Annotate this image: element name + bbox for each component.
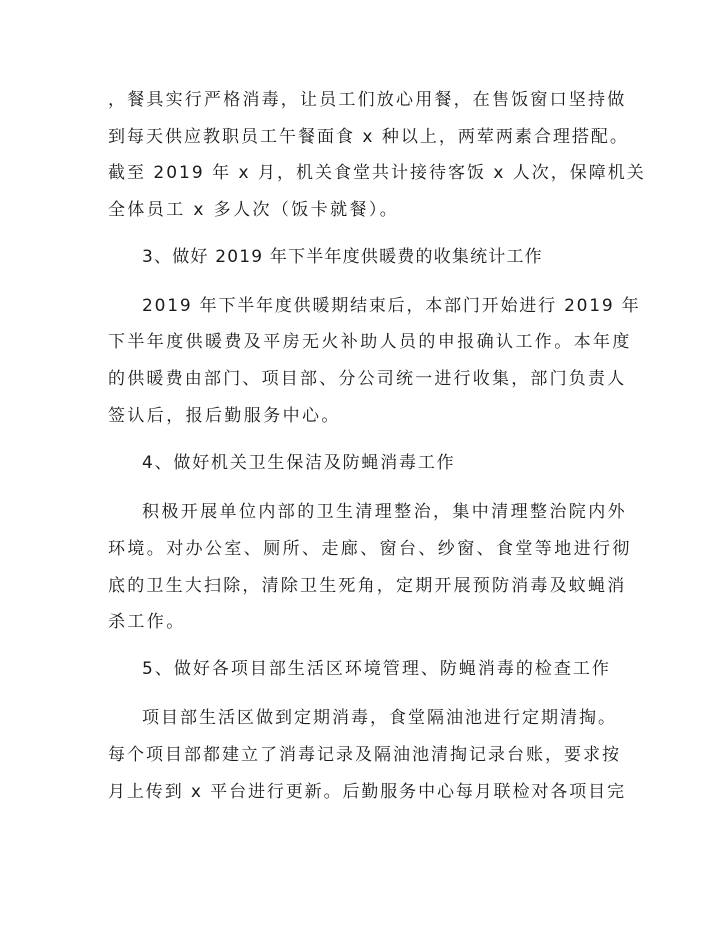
paragraph-line: 到每天供应教职员工午餐面食 x 种以上，两荤两素合理搭配。 bbox=[108, 127, 629, 147]
paragraph-line: 积极开展单位内部的卫生清理整治，集中清理整治院内外 bbox=[142, 502, 627, 522]
paragraph-line: 杀工作。 bbox=[108, 612, 186, 632]
section-heading-3: 3、做好 2019 年下半年度供暖费的收集统计工作 bbox=[142, 247, 543, 267]
paragraph-line: 的供暖费由部门、项目部、分公司统一进行收集，部门负责人 bbox=[108, 369, 627, 389]
paragraph-line: 环境。对办公室、厕所、走廊、窗台、纱窗、食堂等地进行彻 bbox=[108, 539, 632, 559]
paragraph-line: 月上传到 x 平台进行更新。后勤服务中心每月联检对各项目完 bbox=[108, 782, 626, 802]
paragraph-line: 截至 2019 年 x 月，机关食堂共计接待客饭 x 人次，保障机关 bbox=[108, 163, 646, 183]
paragraph-line: ，餐具实行严格消毒，让员工们放心用餐，在售饭窗口坚持做 bbox=[108, 90, 627, 110]
section-heading-5: 5、做好各项目部生活区环境管理、防蝇消毒的检查工作 bbox=[142, 659, 611, 679]
paragraph-line: 每个项目部都建立了消毒记录及隔油池清掏记录台账，要求按 bbox=[108, 745, 621, 765]
paragraph-line: 签认后，报后勤服务中心。 bbox=[108, 406, 341, 426]
paragraph-line: 底的卫生大扫除，清除卫生死角，定期开展预防消毒及蚊蝇消 bbox=[108, 576, 627, 596]
paragraph-line: 2019 年下半年度供暖期结束后，本部门开始进行 2019 年 bbox=[142, 296, 641, 316]
section-heading-4: 4、做好机关卫生保洁及防蝇消毒工作 bbox=[142, 453, 456, 473]
paragraph-line: 下半年度供暖费及平房无火补助人员的申报确认工作。本年度 bbox=[108, 332, 632, 352]
paragraph-line: 项目部生活区做到定期消毒，食堂隔油池进行定期清掏。 bbox=[142, 708, 617, 728]
paragraph-line: 全体员工 x 多人次（饭卡就餐）。 bbox=[108, 200, 400, 220]
